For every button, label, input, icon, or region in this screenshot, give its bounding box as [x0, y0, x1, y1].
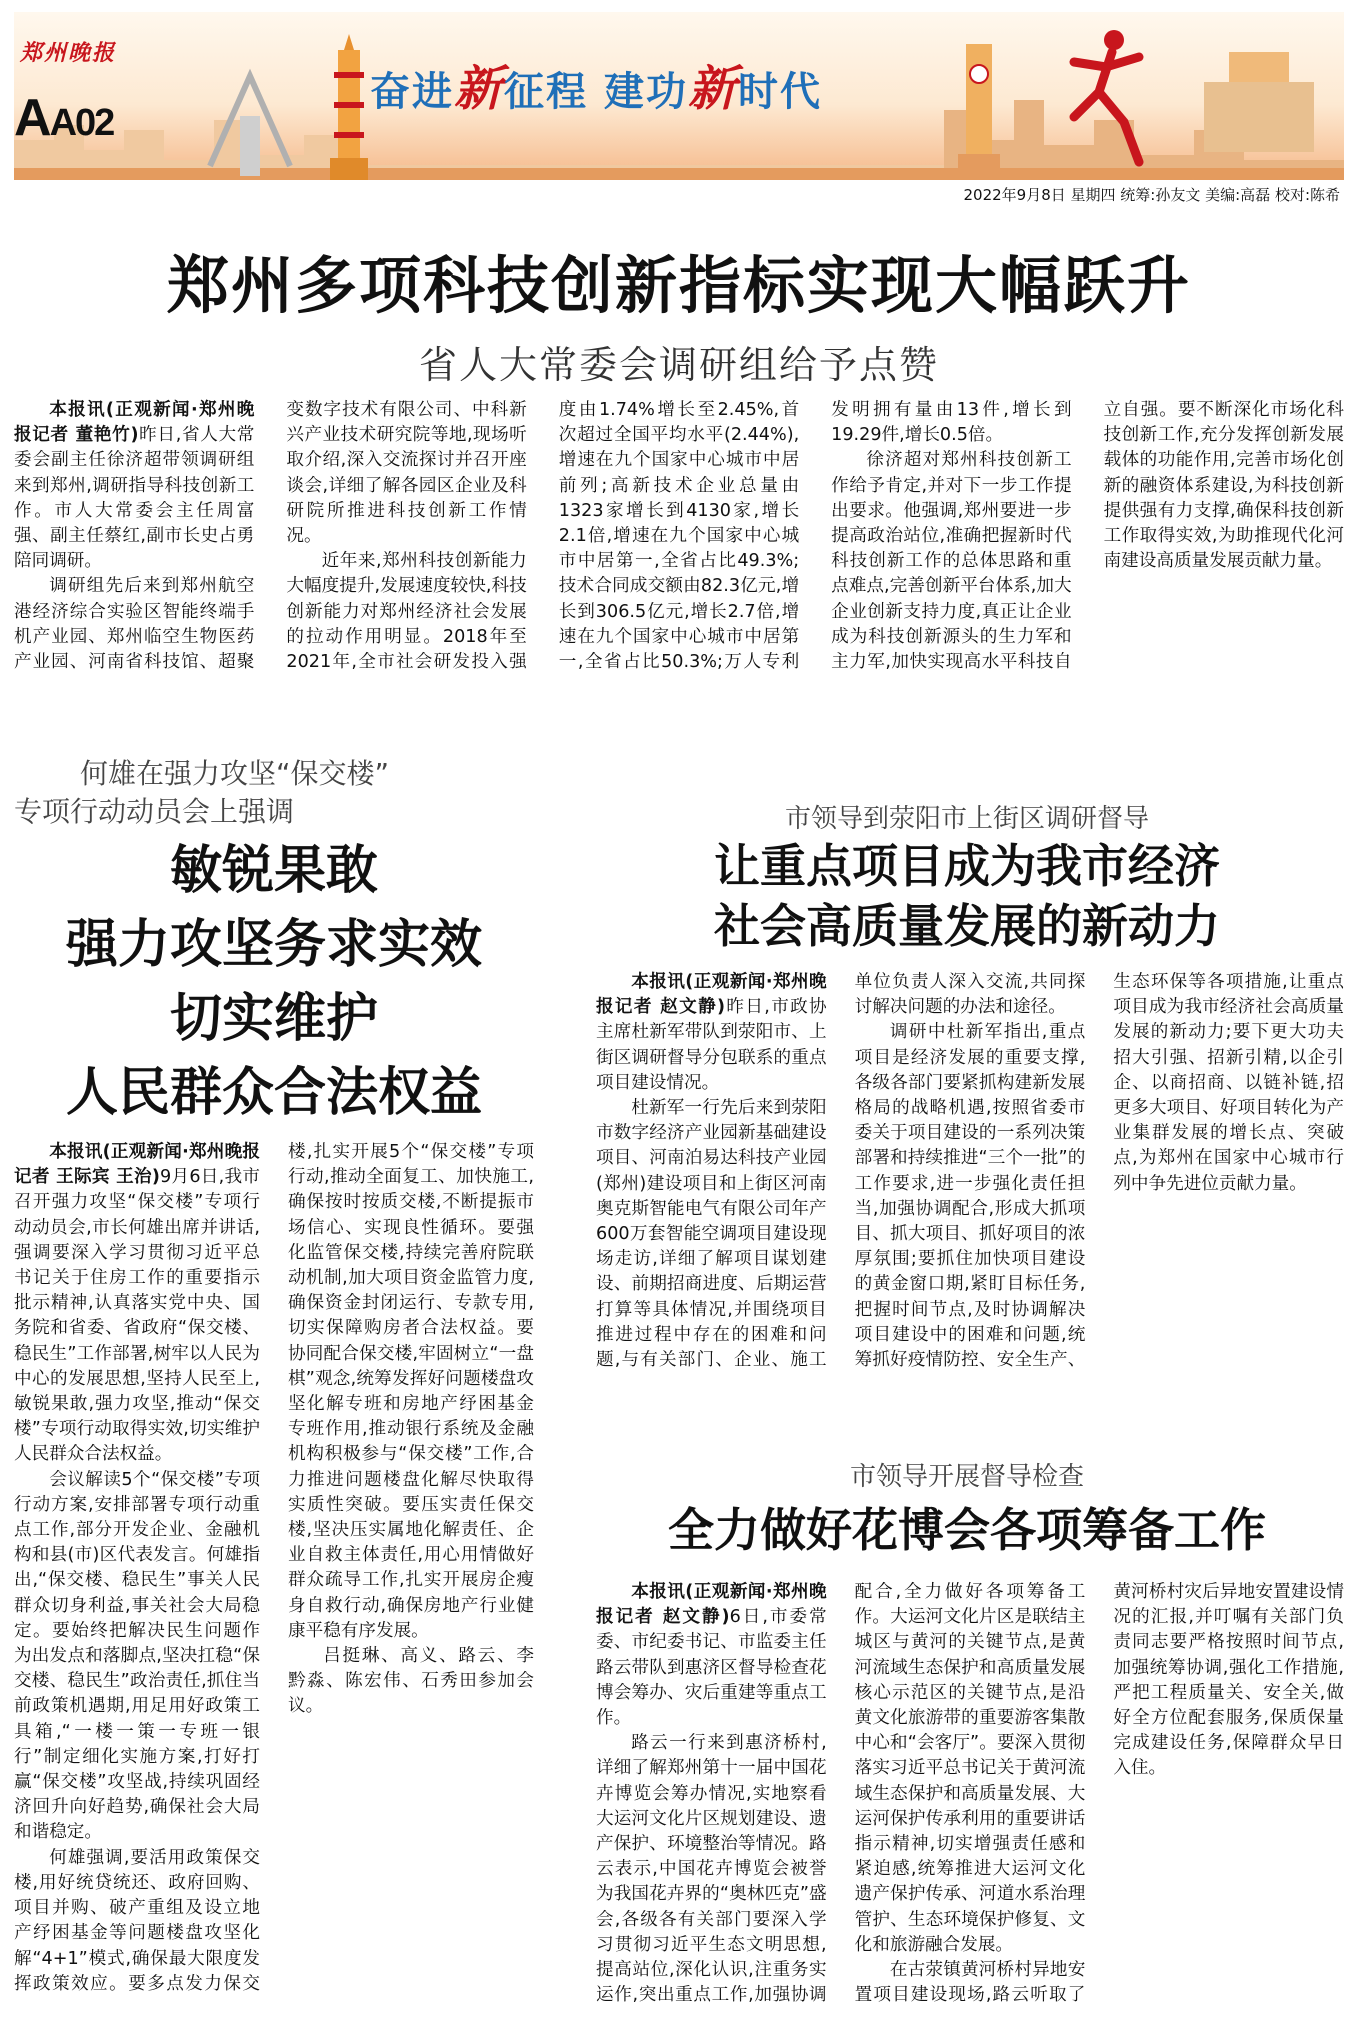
- right-2-paragraph: 6日,市委常委、市纪委书记、市监委主任路云带队到惠济区督导检查花博会筹办、灾后重建等重点工作。: [596, 1607, 827, 1729]
- newspaper-name: 郑州晚报: [20, 40, 117, 66]
- right-headline-2: 全力做好花博会各项筹备工作: [668, 1503, 1266, 1557]
- right-2-paragraph: 路云一行来到惠济桥村,详细了解郑州第十一届中国花卉博览会筹办情况,实地察看大运河文化片区规划建设、遗产保护、环境整治等情况。路云表示,中国花卉博览会被誉为我国花卉界的“奥林匹克”盛会,各级各有关部门要深入学习贯彻习近平生态文明思想,提高站位,深化认识,注重务实运作,突出重点工作,加强协调配合,全力做好各项筹备工作。大运河文化片区是联结主城区与黄河的关键节点,是黄河流域生态保护和高质量发展核心示范区的关键节点,是沿黄文化旅游带的重要游客集散中心和“会客厅”。要深入贯彻落实习近平总书记关于黄河流域生态保护和高质量发展、大运河保护传承利用的重要讲话指示精神,切实增强责任感和紧迫感,统筹推进大运河文化遗产保护传承、河道水系治理管护、生态环境保护修复、文化和旅游融合发展。: [596, 1582, 1086, 2006]
- right-kicker-2: 市领导开展督导检查: [849, 1462, 1084, 1492]
- right-headline-1-line: 社会高质量发展的新动力: [714, 899, 1220, 953]
- left-byline: 本报讯(正观新闻·郑州晚报记者 王际宾 王治): [14, 1142, 260, 1188]
- left-headline-line: 强力攻坚务求实效: [65, 915, 482, 975]
- lead-paragraph: 昨日,省人大常委会副主任徐济超带领调研组来到郑州,调研指导科技创新工作。市人大常委会主任周富强、副主任蔡红,副市长史占勇陪同调研。: [14, 425, 255, 572]
- lead-headline: 郑州多项科技创新指标实现大幅跃升: [166, 249, 1191, 322]
- left-headline-line: 切实维护: [169, 989, 378, 1049]
- left-paragraph: 吕挺琳、高义、路云、李黔淼、陈宏伟、石秀田参加会议。: [288, 1646, 534, 1717]
- right-article-1-body: [596, 970, 1344, 1390]
- lead-byline: 本报讯(正观新闻·郑州晚报记者 董艳竹): [14, 400, 255, 446]
- lead-paragraph: 近年来,郑州科技创新能力大幅度提升,发展速度较快,科技创新能力对郑州经济社会发展的拉动作用明显。2018年至2021年,全市社会研发投入强度由1.74%增长至2.45%,首次超过全国平均水平(2.44%),增速在九个国家中心城市中居前列;高新技术企业总量由1323家增长到4130家,增长2.1倍,增速在九个国家中心城市中居第一,全省占比49.3%;技术合同成交额由82.3亿元,增长到306.5亿元,增长2.7倍,增速在九个国家中心城市中居第一,全省占比50.3%;万人专利发明拥有量由13件,增长到19.29件,增长0.5倍。: [286, 400, 1072, 673]
- right-article-2-body: [596, 1580, 1344, 2020]
- right-1-byline: 本报讯(正观新闻·郑州晚报记者 赵文静): [596, 972, 827, 1018]
- lead-subheadline: 省人大常委会调研组给予点赞: [418, 343, 939, 387]
- stadium-building-icon: [1194, 42, 1324, 162]
- lead-paragraph: 调研组先后来到郑州航空港经济综合实验区智能终端手机产业园、郑州临空生物医药产业园、河南省科技馆、超聚变数字技术有限公司、中科新兴产业技术研究院等地,现场听取介绍,深入交流探讨并召开座谈会,详细了解各园区企业及科研院所推进科技创新工作情况。: [14, 400, 527, 673]
- clock-tower-icon: [944, 34, 1014, 174]
- page-number: AA02: [14, 89, 114, 147]
- right-headline-1-line: 让重点项目成为我市经济: [714, 839, 1220, 893]
- banner-slogan: 奋进新征程 建功新时代: [370, 61, 822, 117]
- left-kicker-line-1: 何雄在强力攻坚“保交楼”: [80, 757, 390, 790]
- lead-paragraph: 徐济超对郑州科技创新工作给予肯定,并对下一步工作提出要求。他强调,郑州要进一步提高政治站位,准确把握新时代科技创新工作的总体思路和重点难点,完善创新平台体系,加大企业创新支持力度,真正让企业成为科技创新源头的生力军和主力军,加快实现高水平科技自立自强。要不断深化市场化科技创新工作,充分发挥创新发展载体的功能作用,完善市场化创新的融资体系建设,为科技创新提供强有力支撑,确保科技创新工作取得实效,为助推现代化河南建设高质量发展贡献力量。: [831, 400, 1344, 673]
- left-kicker-line-2: 专项行动动员会上强调: [14, 795, 295, 828]
- left-article-body: [14, 1140, 534, 2010]
- right-2-paragraph: 在古荥镇黄河桥村异地安置项目建设现场,路云听取了黄河桥村灾后异地安置建设情况的汇报,并叮嘱有关部门负责同志要严格按照时间节点,加强统筹协调,强化工作措施,严把工程质量关、安全关,做好全方位配套服务,保质保量完成建设任务,保障群众早日入住。: [854, 1582, 1344, 2006]
- monument-arch-icon: [200, 66, 300, 176]
- left-headline: [14, 834, 534, 1130]
- left-paragraph: 9月6日,我市召开强力攻坚“保交楼”专项行动动员会,市长何雄出席并讲话,强调要深入学习贯彻习近平总书记关于住房工作的重要指示批示精神,认真落实党中央、国务院和省委、省政府“保交楼、稳民生”工作部署,树牢以人民为中心的发展思想,坚持人民至上,敏锐果敢,强力攻坚,推动“保交楼”专项行动取得实效,切实维护人民群众合法权益。: [14, 1167, 260, 1465]
- left-paragraph: 会议解读5个“保交楼”专项行动方案,安排部署专项行动重点工作,部分开发企业、金融机构和县(市)区代表发言。何雄指出,“保交楼、稳民生”事关人民群众切身利益,事关社会大局稳定。要始终把解决民生问题作为出发点和落脚点,坚决扛稳“保交楼、稳民生”政治责任,抓住当前政策机遇期,用足用好政策工具箱,“一楼一策一专班一银行”制定细化实施方案,打好打赢“保交楼”攻坚战,持续巩固经济回升向好趋势,确保社会大局和谐稳定。: [14, 1469, 260, 1843]
- lead-article-body: [14, 398, 1344, 698]
- right-1-paragraph: 调研中杜新军指出,重点项目是经济发展的重要支撑,各级各部门要紧抓构建新发展格局的战略机遇,按照省委市委关于项目建设的一系列决策部署和持续推进“三个一批”的工作要求,进一步强化责任担当,加强协调配合,形成大抓项目、抓大项目、抓好项目的浓厚氛围;要抓住加快项目建设的黄金窗口期,紧盯目标任务,把握时间节点,及时协调解决项目建设中的困难和问题,统筹抓好疫情防控、安全生产、生态环保等各项措施,让重点项目成为我市经济社会高质量发展的新动力;要下更大功夫招大引强、招新引精,以企引企、以商招商、以链补链,招更多大项目、好项目转化为产业集群发展的增长点、突破点,为郑州在国家中心城市行列中争先进位贡献力量。: [854, 972, 1344, 1371]
- right-1-paragraph: 昨日,市政协主席杜新军带队到荥阳市、上街区调研督导分包联系的重点项目建设情况。: [596, 997, 827, 1093]
- right-headline-1: [590, 836, 1344, 956]
- right-2-byline: 本报讯(正观新闻·郑州晚报记者 赵文静): [596, 1582, 827, 1628]
- right-1-paragraph: 杜新军一行先后来到荥阳市数字经济产业园新基础建设项目、河南泊易达科技产业园(郑州)建设项目和上街区河南奥克斯智能电气有限公司年产600万套智能空调项目建设现场走访,详细了解项目谋划建设、前期招商进度、后期运营打算等具体情况,并围绕项目推进过程中存在的困难和问题,与有关部门、企业、施工单位负责人深入交流,共同探讨解决问题的办法和途径。: [596, 972, 1086, 1371]
- runner-figure-icon: [1044, 22, 1164, 172]
- right-kicker-1: 市领导到荥阳市上街区调研督导: [784, 804, 1149, 834]
- left-headline-line: 人民群众合法权益: [65, 1063, 482, 1123]
- left-headline-line: 敏锐果敢: [169, 841, 378, 901]
- dateline: 2022年9月8日 星期四 统筹:孙友文 美编:高磊 校对:陈希: [963, 186, 1340, 204]
- left-paragraph: 何雄强调,要活用政策保交楼,用好统贷统还、政府回购、项目并购、破产重组及设立地产纾困基金等问题楼盘攻坚化解“4+1”模式,确保最大限度发挥政策效应。要多点发力保交楼,扎实开展5个“保交楼”专项行动,推动全面复工、加快施工,确保按时按质交楼,不断提振市场信心、实现良性循环。要强化监管保交楼,持续完善府院联动机制,加大项目资金监管力度,确保资金封闭运行、专款专用,切实保障购房者合法权益。要协同配合保交楼,牢固树立“一盘棋”观念,统筹发挥好问题楼盘攻坚化解专班和房地产纾困基金专班作用,推动银行系统及金融机构积极参与“保交楼”工作,合力推进问题楼盘化解尽快取得实质性突破。要压实责任保交楼,坚决压实属地化解责任、企业自救主体责任,用心用情做好群众疏导工作,扎实开展房企瘦身自救行动,确保房地产行业健康平稳有序发展。: [14, 1142, 534, 1994]
